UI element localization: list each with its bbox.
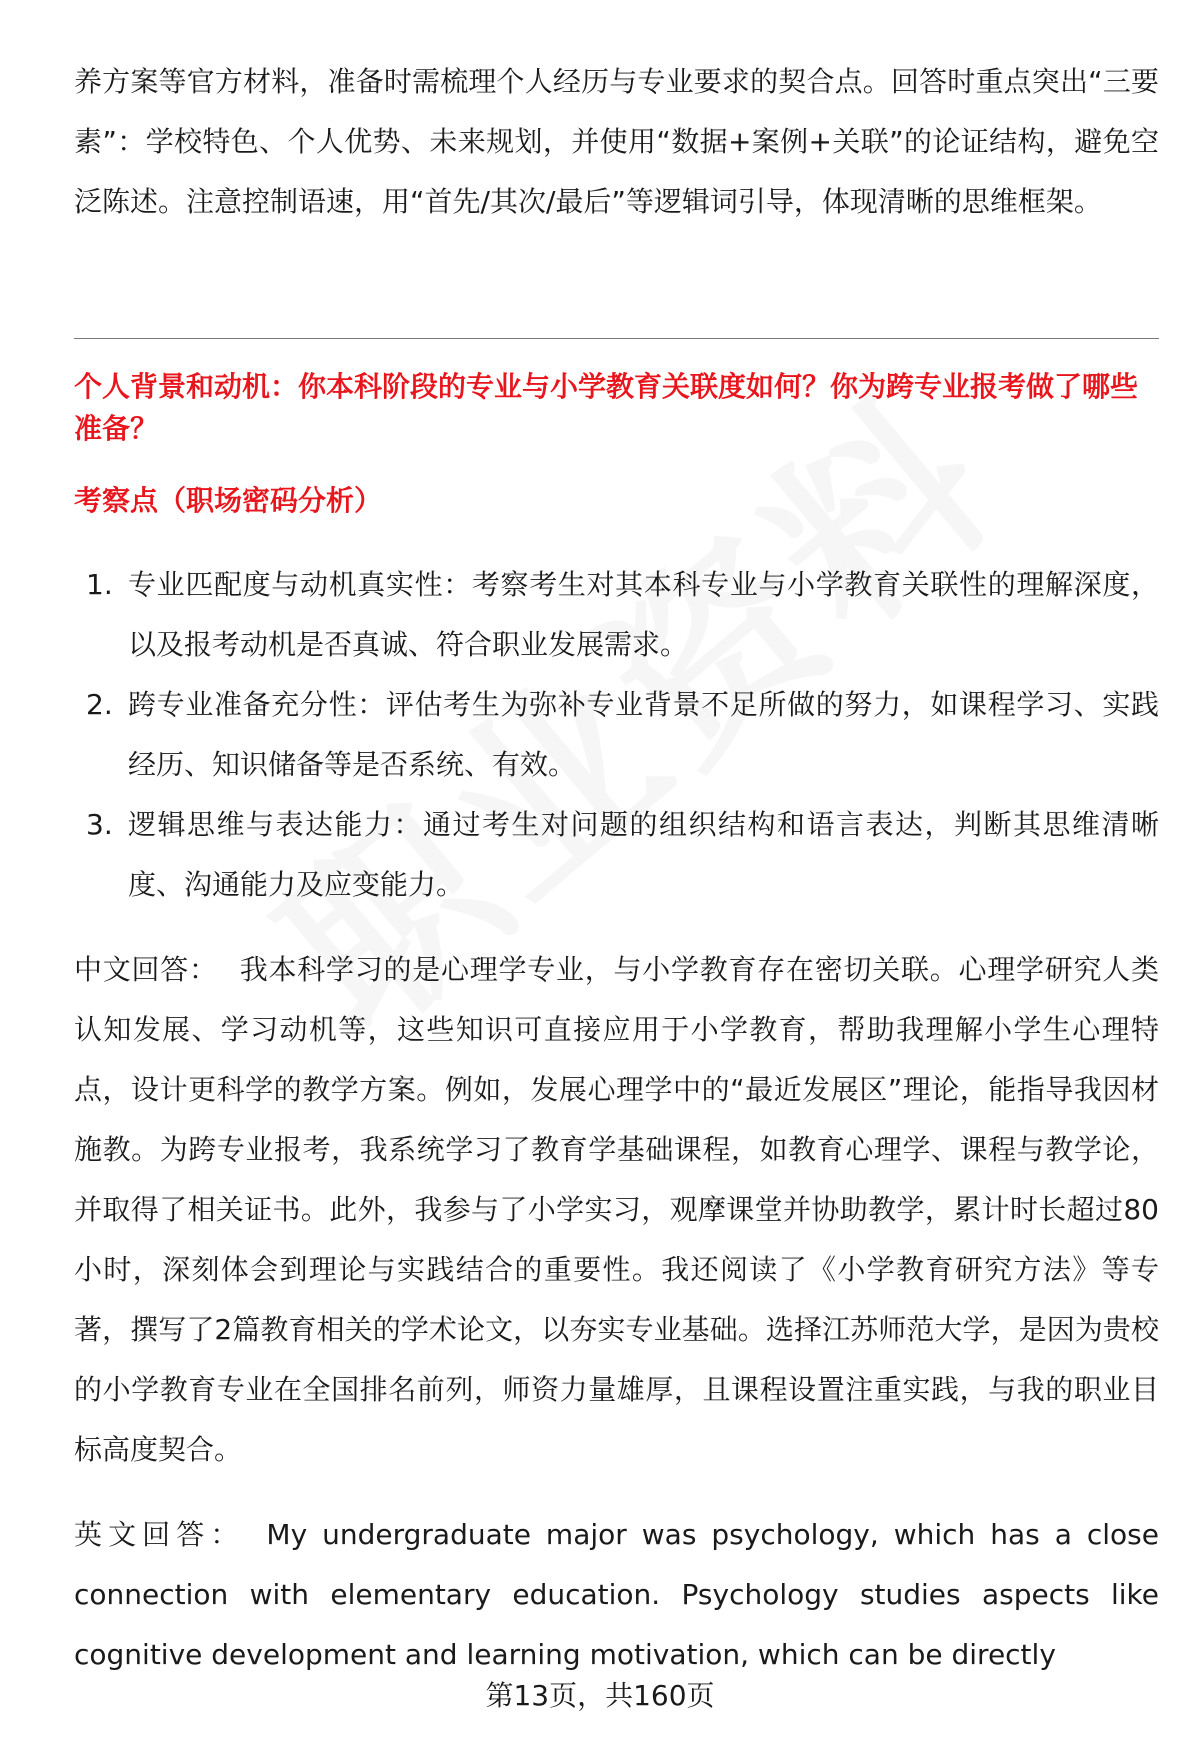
- section-title: 考察点（职场密码分析）: [74, 484, 383, 517]
- chinese-answer: [74, 940, 1159, 1480]
- english-answer-label: 英文回答：: [74, 1518, 245, 1551]
- question-heading: 个人背景和动机：你本科阶段的专业与小学教育关联度如何？你为跨专业报考做了哪些准备？: [74, 370, 1139, 445]
- list-item-number: 3.: [86, 808, 113, 841]
- list-item-text: 专业匹配度与动机真实性：考察考生对其本科专业与小学教育关联性的理解深度，以及报考动机是否真诚、符合职业发展需求。: [128, 568, 1159, 661]
- list-item: [74, 555, 1159, 675]
- page-footer: 第13页，共160页: [485, 1679, 715, 1712]
- list-item: [74, 795, 1159, 915]
- chinese-answer-text: 我本科学习的是心理学专业，与小学教育存在密切关联。心理学研究人类认知发展、学习动机等，这些知识可直接应用于小学教育，帮助我理解小学生心理特点，设计更科学的教学方案。例如，发展心理学中的“最近发展区”理论，能指导我因材施教。为跨专业报考，我系统学习了教育学基础课程，如教育心理学、课程与教学论，并取得了相关证书。此外，我参与了小学实习，观摩课堂并协助教学，累计时长超过80小时，深刻体会到理论与实践结合的重要性。我还阅读了《小学教育研究方法》等专著，撰写了2篇教育相关的学术论文，以夯实专业基础。选择江苏师范大学，是因为贵校的小学教育专业在全国排名前列，师资力量雄厚，且课程设置注重实践，与我的职业目标高度契合。: [74, 953, 1159, 1466]
- section-divider: [74, 338, 1159, 339]
- english-answer-text: My undergraduate major was psychology, which has a close connection with elementary education. Psychology studies aspects like cognitive development and learning motivation, which can be directly: [74, 1518, 1159, 1671]
- chinese-answer-label: 中文回答：: [74, 953, 218, 986]
- assessment-points-list: [74, 555, 1159, 915]
- list-item-text: 逻辑思维与表达能力：通过考生对问题的组织结构和语言表达，判断其思维清晰度、沟通能力及应变能力。: [128, 808, 1159, 901]
- intro-paragraph: 养方案等官方材料，准备时需梳理个人经历与专业要求的契合点。回答时重点突出“三要素”：学校特色、个人优势、未来规划，并使用“数据+案例+关联”的论证结构，避免空泛陈述。注意控制语速，用“首先/其次/最后”等逻辑词引导，体现清晰的思维框架。: [74, 65, 1159, 218]
- list-item-number: 2.: [86, 688, 113, 721]
- list-item-text: 跨专业准备充分性：评估考生为弥补专业背景不足所做的努力，如课程学习、实践经历、知识储备等是否系统、有效。: [128, 688, 1159, 781]
- list-item-number: 1.: [86, 568, 113, 601]
- list-item: [74, 675, 1159, 795]
- english-answer: [74, 1505, 1159, 1685]
